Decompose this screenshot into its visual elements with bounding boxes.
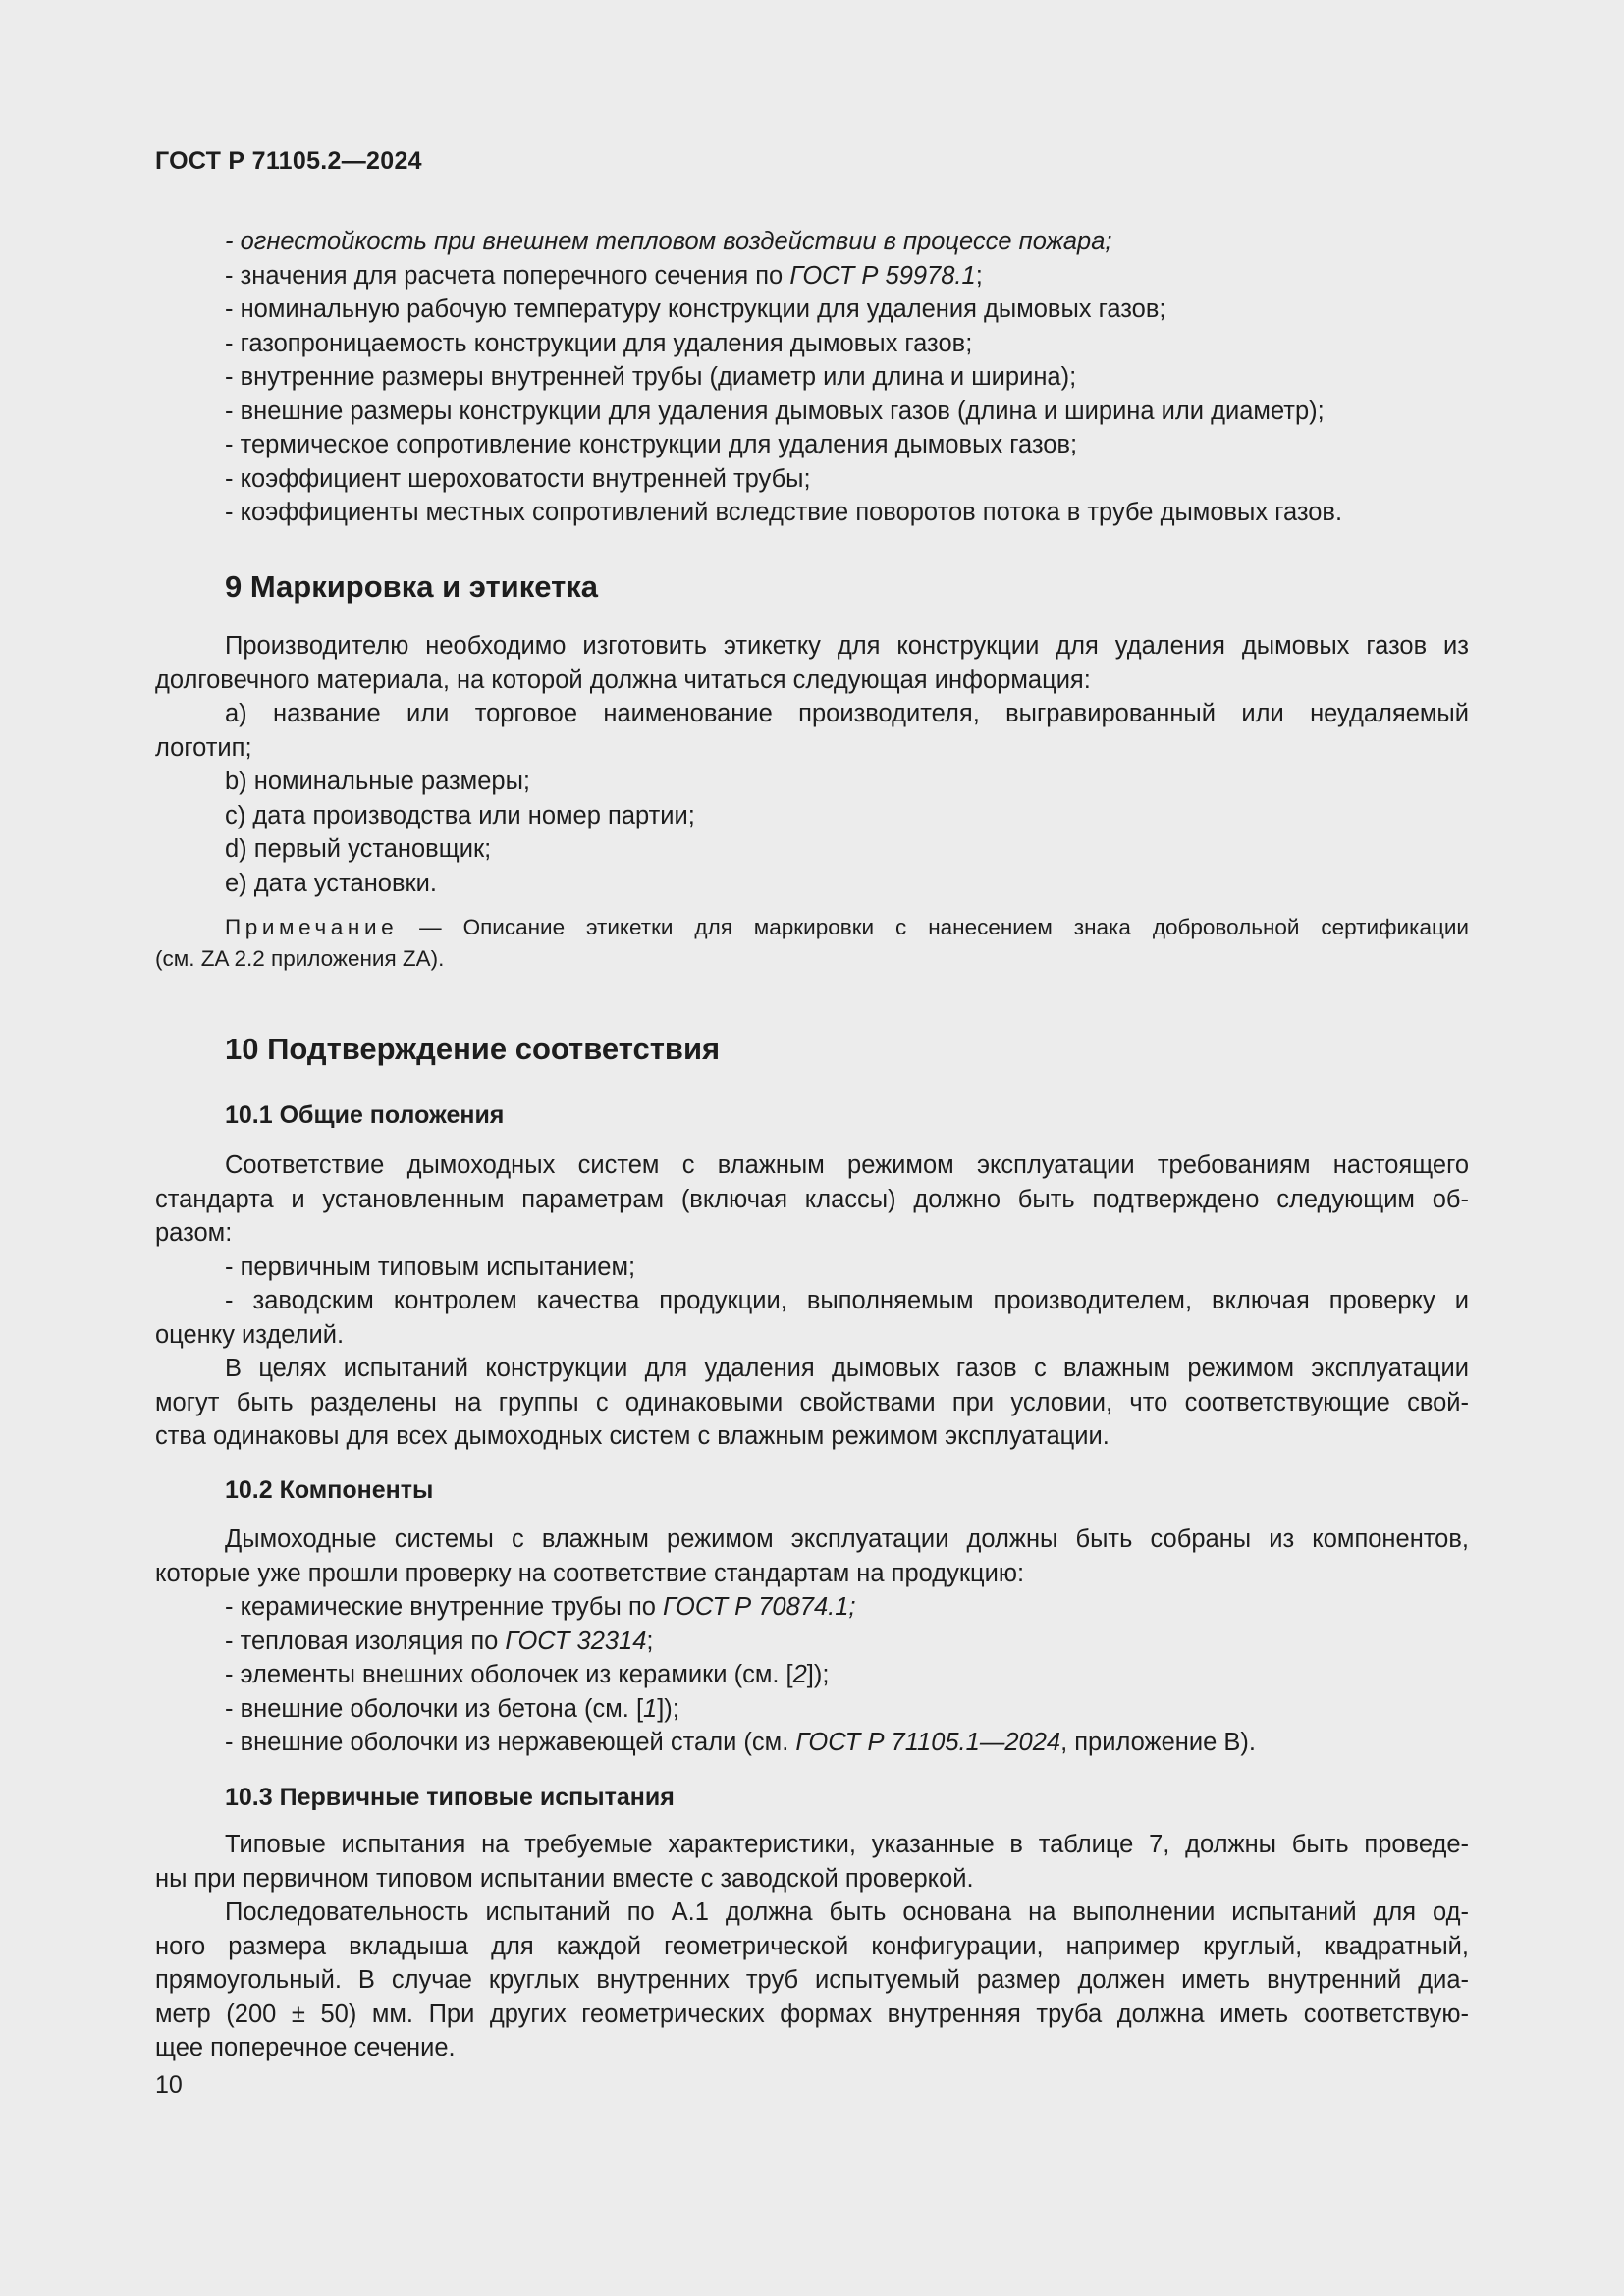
subsection-10-3-body <box>155 1828 1469 2065</box>
paragraph-line: разом: <box>155 1219 233 1247</box>
list-item: - значения для расчета поперечного сечения по ГОСТ Р 59978.1; <box>225 261 983 290</box>
paragraph-line: Соответствие дымоходных систем с влажным режимом эксплуатации требованиям настоящего <box>225 1151 1469 1179</box>
standard-reference: ГОСТ Р 70874.1; <box>663 1593 856 1621</box>
list-item: - термическое сопротивление конструкции для удаления дымовых газов; <box>225 431 1078 458</box>
list-item: - внешние размеры конструкции для удаления дымовых газов (длина и ширина или диаметр); <box>225 397 1325 425</box>
list-item: - внешние оболочки из бетона (см. [1]); <box>225 1694 679 1723</box>
list-item: e) дата установки. <box>225 869 438 897</box>
list-item: - внутренние размеры внутренней трубы (диаметр или длина и ширина); <box>225 363 1077 391</box>
list-item: - элементы внешних оболочек из керамики (см. [2]); <box>225 1661 830 1688</box>
list-item: - внешние оболочки из нержавеющей стали (см. ГОСТ Р 71105.1—2024, приложение В). <box>225 1729 1256 1756</box>
note-label: Примечание <box>225 915 399 939</box>
section-9-body <box>155 629 1469 900</box>
paragraph-line: Дымоходные системы с влажным режимом эксплуатации должны быть собраны из компонентов, <box>225 1525 1469 1553</box>
document-code: ГОСТ Р 71105.2—2024 <box>155 147 422 175</box>
standard-reference: ГОСТ 32314 <box>505 1627 647 1655</box>
paragraph-line: ного размера вкладыша для каждой геометрической конфигурации, например круглый, квадратный, <box>155 1932 1469 1960</box>
list-item-continuation: логотип; <box>155 733 252 762</box>
paragraph-line: Последовательность испытаний по А.1 должна быть основана на выполнении испытаний для од- <box>225 1898 1469 1926</box>
list-item-continuation: оценку изделий. <box>155 1320 345 1349</box>
paragraph-line: Типовые испытания на требуемые характеристики, указанные в таблице 7, должны быть проведе- <box>225 1831 1469 1858</box>
paragraph-line: прямоугольный. В случае круглых внутренних труб испытуемый размер должен иметь внутренний диа- <box>155 1966 1469 1994</box>
section-10-heading: 10 Подтверждение соответствия <box>225 1032 721 1066</box>
standard-reference: ГОСТ Р 59978.1 <box>789 261 976 290</box>
note-line: (см. ZA 2.2 приложения ZA). <box>155 946 445 971</box>
list-item: b) номинальные размеры; <box>225 768 530 795</box>
note <box>155 912 1469 975</box>
subsection-10-3-heading: 10.3 Первичные типовые испытания <box>225 1784 675 1811</box>
paragraph-line: ства одинаковы для всех дымоходных систем с влажным режимом эксплуатации. <box>155 1422 1110 1450</box>
list-item: - тепловая изоляция по ГОСТ 32314; <box>225 1627 654 1655</box>
section-9-heading: 9 Маркировка и этикетка <box>225 569 599 604</box>
note-line: Примечание — Описание этикетки для маркировки с нанесением знака добровольной сертификации <box>225 915 1469 939</box>
page-number: 10 <box>155 2071 183 2099</box>
subsection-10-1-heading: 10.1 Общие положения <box>225 1101 505 1129</box>
paragraph-line: В целях испытаний конструкции для удаления дымовых газов с влажным режимом эксплуатации <box>225 1355 1469 1382</box>
bibliography-reference: 1 <box>643 1694 658 1723</box>
paragraph-line: щее поперечное сечение. <box>155 2034 456 2061</box>
list-item: - первичным типовым испытанием; <box>225 1253 636 1281</box>
list-item: - заводским контролем качества продукции, выполняемым производителем, включая проверку и <box>225 1287 1469 1314</box>
subsection-10-2-heading: 10.2 Компоненты <box>225 1476 434 1504</box>
paragraph-line: Производителю необходимо изготовить этикетку для конструкции для удаления дымовых газов из <box>225 632 1469 660</box>
list-item: - огнестойкость при внешнем тепловом воздействии в процессе пожара; <box>225 228 1112 255</box>
subsection-10-2-body <box>155 1522 1469 1760</box>
list-item: - номинальную рабочую температуру конструкции для удаления дымовых газов; <box>225 295 1166 323</box>
subsection-10-1-body <box>155 1148 1469 1454</box>
paragraph-line: ны при первичном типовом испытании вместе с заводской проверкой. <box>155 1864 974 1893</box>
paragraph-line: стандарта и установленным параметрам (включая классы) должно быть подтверждено следующим об- <box>155 1185 1469 1213</box>
standard-reference: ГОСТ Р 71105.1—2024 <box>795 1729 1061 1756</box>
list-item: a) название или торговое наименование производителя, выгравированный или неудаляемый <box>225 700 1469 727</box>
list-item: - коэффициент шероховатости внутренней трубы; <box>225 464 811 493</box>
paragraph-line: которые уже прошли проверку на соответствие стандартам на продукцию: <box>155 1559 1025 1587</box>
list-item: - керамические внутренние трубы по ГОСТ Р 70874.1; <box>225 1593 856 1621</box>
bibliography-reference: 2 <box>792 1661 807 1688</box>
paragraph-line: долговечного материала, на которой должна читаться следующая информация: <box>155 666 1091 694</box>
list-item: c) дата производства или номер партии; <box>225 801 695 829</box>
list-item: - коэффициенты местных сопротивлений вследствие поворотов потока в трубе дымовых газов. <box>225 499 1343 526</box>
paragraph-line: метр (200 ± 50) мм. При других геометрических формах внутренняя труба должна иметь соответствую- <box>155 2000 1469 2028</box>
list-item: - газопроницаемость конструкции для удаления дымовых газов; <box>225 329 973 357</box>
list-item: d) первый установщик; <box>225 835 492 863</box>
top-list <box>155 225 1469 530</box>
paragraph-line: могут быть разделены на группы с одинаковыми свойствами при условии, что соответствующие свой- <box>155 1388 1469 1416</box>
